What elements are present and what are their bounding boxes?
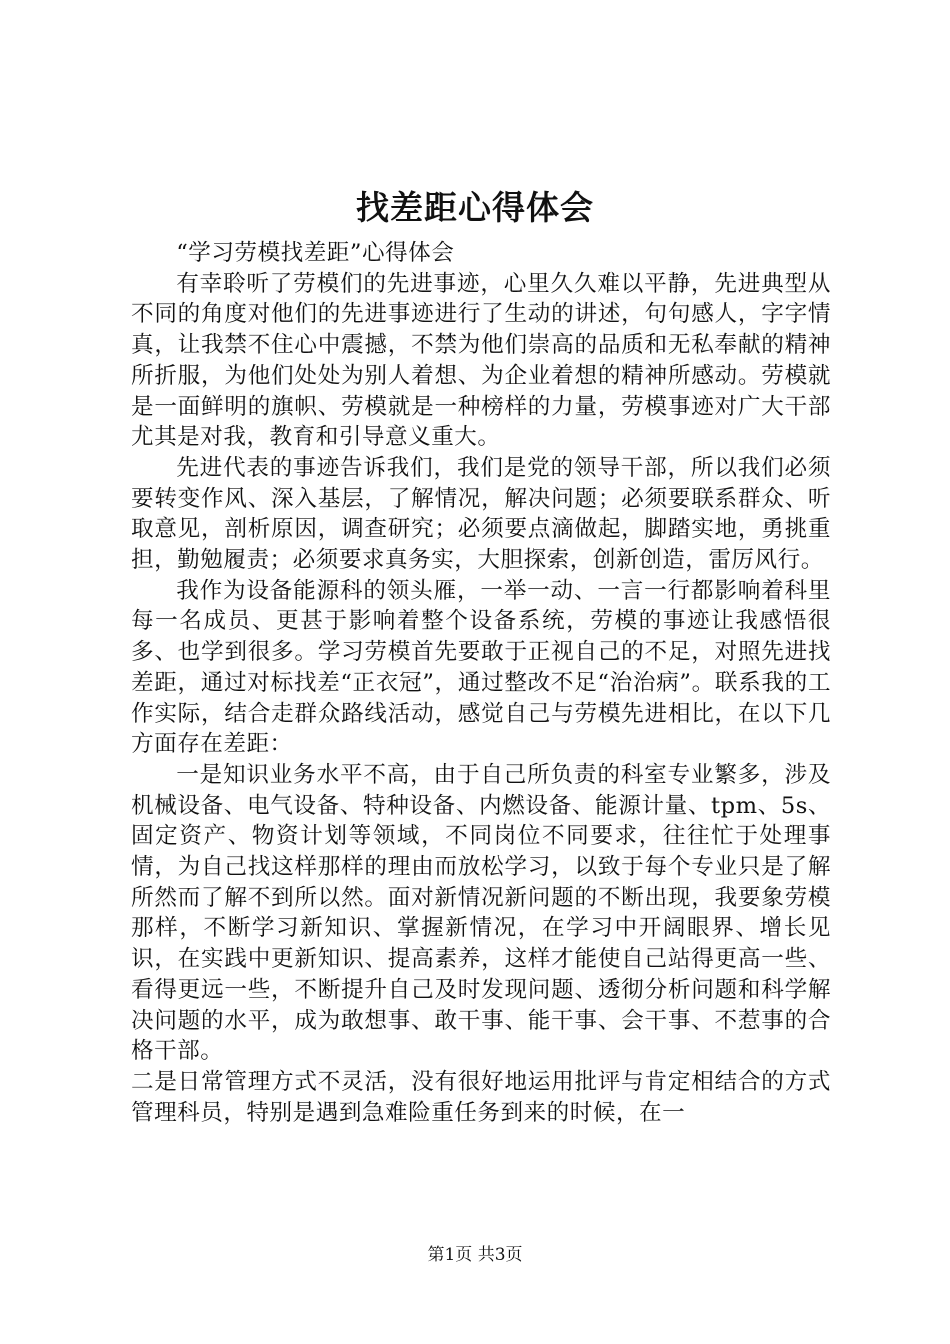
body-paragraph: 先进代表的事迹告诉我们，我们是党的领导干部，所以我们必须要转变作风、深入基层，了解情况，解决问题；必须要联系群众、听取意见，剖析原因，调查研究；必须要点滴做起，脚踏实地，勇挑重担，勤勉履责；必须要求真务实，大胆探索，创新创造，雷厉风行。: [131, 454, 831, 574]
page-number-footer: 第1页 共3页: [427, 1245, 523, 1265]
body-paragraph: 一是知识业务水平不高，由于自己所负责的科室专业繁多，涉及机械设备、电气设备、特种设备、内燃设备、能源计量、tpm、5s、固定资产、物资计划等领域，不同岗位不同要求，往往忙于处理事情，为自己找这样那样的理由而放松学习，以致于每个专业只是了解所然而了解不到所以然。面对新情况新问题的不断出现，我要象劳模那样，不断学习新知识、掌握新情况，在学习中开阔眼界、增长见识，在实践中更新知识、提高素养，这样才能使自己站得更高一些、看得更远一些，不断提升自己及时发现问题、透彻分析问题和科学解决问题的水平，成为敢想事、敢干事、能干事、会干事、不惹事的合格干部。: [131, 761, 831, 1065]
document-title: 找差距心得体会: [356, 188, 594, 227]
body-paragraph: 我作为设备能源科的领头雁，一举一动、一言一行都影响着科里每一名成员、更甚于影响着整个设备系统，劳模的事迹让我感悟很多、也学到很多。学习劳模首先要敢于正视自己的不足，对照先进找差距，通过对标找差“正衣冠”，通过整改不足“治治病”。联系我的工作实际，结合走群众路线活动，感觉自己与劳模先进相比，在以下几方面存在差距：: [131, 577, 831, 758]
document-subtitle: “学习劳模找差距”心得体会: [176, 240, 455, 266]
document-body: [131, 238, 831, 1128]
body-paragraph: 二是日常管理方式不灵活，没有很好地运用批评与肯定相结合的方式管理科员，特别是遇到急难险重任务到来的时候，在一: [131, 1068, 831, 1126]
body-paragraph: 有幸聆听了劳模们的先进事迹，心里久久难以平静，先进典型从不同的角度对他们的先进事迹进行了生动的讲述，句句感人，字字情真，让我禁不住心中震撼，不禁为他们崇高的品质和无私奉献的精神所折服，为他们处处为别人着想、为企业着想的精神所感动。劳模就是一面鲜明的旗帜、劳模就是一种榜样的力量，劳模事迹对广大干部尤其是对我，教育和引导意义重大。: [131, 270, 831, 451]
